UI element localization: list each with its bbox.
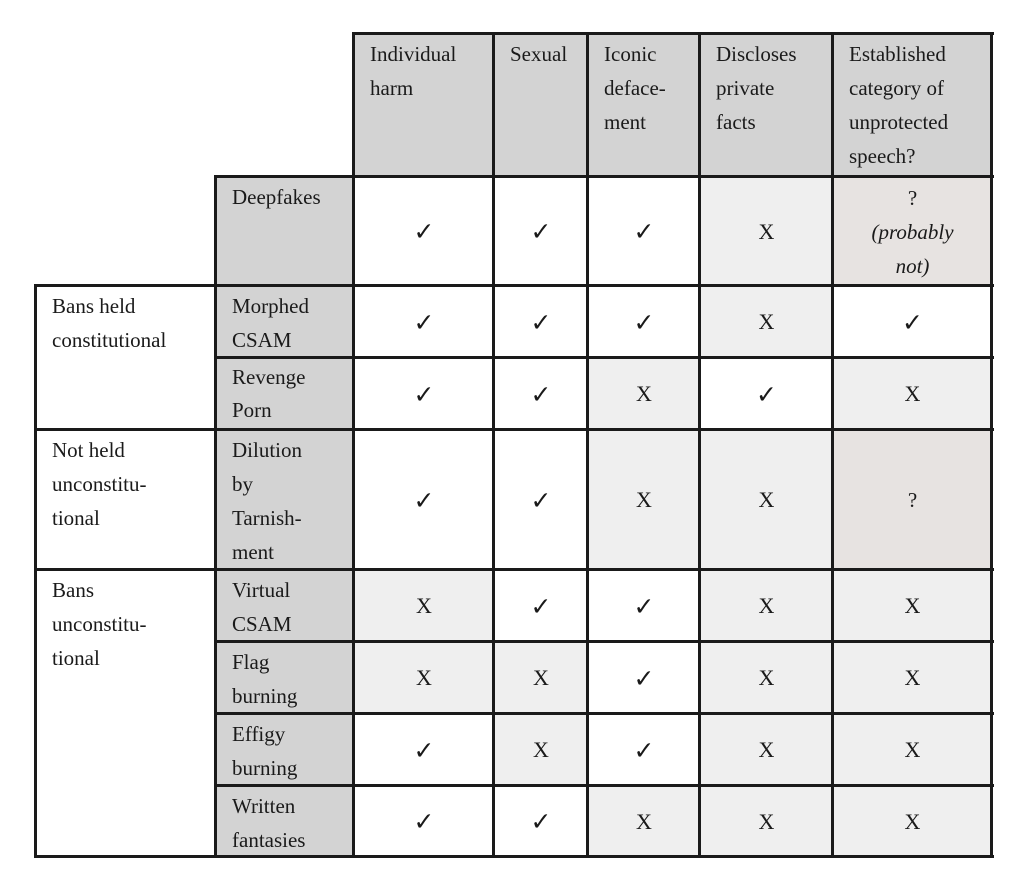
check-mark: ✓ (530, 217, 552, 246)
cell-deepfakes-iconic-defacement (588, 177, 700, 286)
x-mark: X (758, 593, 775, 618)
row-label-effigy-burning: Effigy burning (216, 714, 354, 786)
x-mark: X (758, 737, 775, 762)
cell-deepfakes-individual-harm (354, 177, 494, 286)
grid-line (214, 784, 994, 787)
grid-line (34, 284, 37, 858)
check-mark: ✓ (413, 217, 435, 246)
check-mark: ✓ (413, 735, 435, 765)
x-mark: X (416, 593, 432, 618)
x-mark: X (636, 487, 652, 512)
check-mark: ✓ (413, 307, 435, 337)
cell-dilution-sexual (494, 430, 588, 570)
cell-morphed-csam-established-category (833, 286, 992, 358)
x-mark: X (758, 665, 775, 690)
grid-line (34, 568, 994, 571)
cell-morphed-csam-private-facts (700, 286, 833, 358)
x-mark: X (904, 737, 921, 762)
cell-flag-burning-established-category (833, 642, 992, 714)
x-mark: X (636, 381, 652, 406)
group-label-bans-held-constitutional: Bans held constitutional (36, 286, 216, 430)
check-mark: ✓ (530, 379, 552, 409)
cell-revenge-porn-individual-harm (354, 358, 494, 430)
col-header-individual-harm: Individual harm (354, 34, 494, 177)
grid-line (214, 356, 994, 359)
check-mark: ✓ (530, 307, 552, 337)
check-mark: ✓ (530, 807, 552, 836)
col-header-sexual: Sexual (494, 34, 588, 177)
grid-line (34, 428, 994, 431)
question-mark: ? (907, 185, 918, 210)
cell-deepfakes-private-facts (700, 177, 833, 286)
cell-flag-burning-iconic-defacement (588, 642, 700, 714)
grid-line (492, 32, 495, 858)
cell-flag-burning-sexual (494, 642, 588, 714)
cell-dilution-established-category (833, 430, 992, 570)
group-label-bans-unconstitutional: Bans unconstitu- tional (36, 570, 216, 857)
x-mark: X (758, 309, 775, 334)
col-header-established-category: Established category of unprotected speech? (833, 34, 992, 177)
cell-revenge-porn-established-category (833, 358, 992, 430)
cell-revenge-porn-sexual (494, 358, 588, 430)
row-label-revenge-porn: Revenge Porn (216, 358, 354, 430)
cell-revenge-porn-iconic-defacement (588, 358, 700, 430)
cell-morphed-csam-sexual (494, 286, 588, 358)
cell-morphed-csam-iconic-defacement (588, 286, 700, 358)
probably-not-note: (probably not) (871, 219, 954, 278)
check-mark: ✓ (633, 591, 655, 621)
grid-line (831, 32, 834, 858)
check-mark: ✓ (633, 663, 655, 693)
check-mark: ✓ (413, 807, 435, 836)
row-label-dilution-by-tarnishment: Dilution by Tarnish- ment (216, 430, 354, 570)
cell-virtual-csam-private-facts (700, 570, 833, 642)
cell-deepfakes-established-category (833, 177, 992, 286)
row-label-virtual-csam: Virtual CSAM (216, 570, 354, 642)
cell-written-fantasies-established-category (833, 786, 992, 857)
x-mark: X (904, 808, 921, 834)
x-mark: X (758, 808, 775, 834)
cell-written-fantasies-private-facts (700, 786, 833, 857)
cell-dilution-iconic-defacement (588, 430, 700, 570)
cell-revenge-porn-private-facts (700, 358, 833, 430)
x-mark: X (904, 593, 921, 618)
cell-virtual-csam-individual-harm (354, 570, 494, 642)
cell-written-fantasies-individual-harm (354, 786, 494, 857)
x-mark: X (904, 381, 921, 406)
grid-line (34, 284, 994, 287)
col-header-iconic-defacement: Iconic deface- ment (588, 34, 700, 177)
group-label-not-held-unconstitutional: Not held unconstitu- tional (36, 430, 216, 570)
grid-line (698, 32, 701, 858)
cell-written-fantasies-sexual (494, 786, 588, 857)
x-mark: X (416, 665, 432, 690)
cell-effigy-burning-private-facts (700, 714, 833, 786)
cell-effigy-burning-iconic-defacement (588, 714, 700, 786)
x-mark: X (533, 665, 549, 690)
grid-line (214, 712, 994, 715)
cell-effigy-burning-established-category (833, 714, 992, 786)
cell-virtual-csam-established-category (833, 570, 992, 642)
check-mark: ✓ (902, 307, 923, 337)
question-mark: ? (907, 487, 918, 512)
x-mark: X (533, 737, 549, 762)
row-label-written-fantasies: Written fantasies (216, 786, 354, 857)
cell-morphed-csam-individual-harm (354, 286, 494, 358)
check-mark: ✓ (633, 217, 655, 246)
check-mark: ✓ (756, 379, 777, 409)
row-label-morphed-csam: Morphed CSAM (216, 286, 354, 358)
cell-dilution-private-facts (700, 430, 833, 570)
cell-flag-burning-private-facts (700, 642, 833, 714)
x-mark: X (758, 218, 775, 244)
row-label-flag-burning: Flag burning (216, 642, 354, 714)
grid-line (34, 855, 994, 858)
check-mark: ✓ (413, 485, 435, 515)
check-mark: ✓ (633, 735, 655, 765)
check-mark: ✓ (633, 307, 655, 337)
col-header-discloses-private-facts: Discloses private facts (700, 34, 833, 177)
cell-virtual-csam-iconic-defacement (588, 570, 700, 642)
cell-dilution-individual-harm (354, 430, 494, 570)
x-mark: X (758, 487, 775, 512)
check-mark: ✓ (530, 485, 552, 515)
check-mark: ✓ (530, 591, 552, 621)
grid-line (586, 32, 589, 858)
x-mark: X (636, 808, 652, 834)
row-label-deepfakes: Deepfakes (216, 177, 354, 286)
cell-effigy-burning-individual-harm (354, 714, 494, 786)
grid-line (214, 175, 994, 178)
grid-line (214, 640, 994, 643)
check-mark: ✓ (413, 379, 435, 409)
grid-line (352, 32, 355, 858)
grid-line (214, 175, 217, 858)
grid-line (990, 32, 993, 858)
grid-line (352, 32, 994, 35)
cell-deepfakes-sexual (494, 177, 588, 286)
cell-flag-burning-individual-harm (354, 642, 494, 714)
cell-effigy-burning-sexual (494, 714, 588, 786)
cell-written-fantasies-iconic-defacement (588, 786, 700, 857)
cell-virtual-csam-sexual (494, 570, 588, 642)
x-mark: X (904, 665, 921, 690)
